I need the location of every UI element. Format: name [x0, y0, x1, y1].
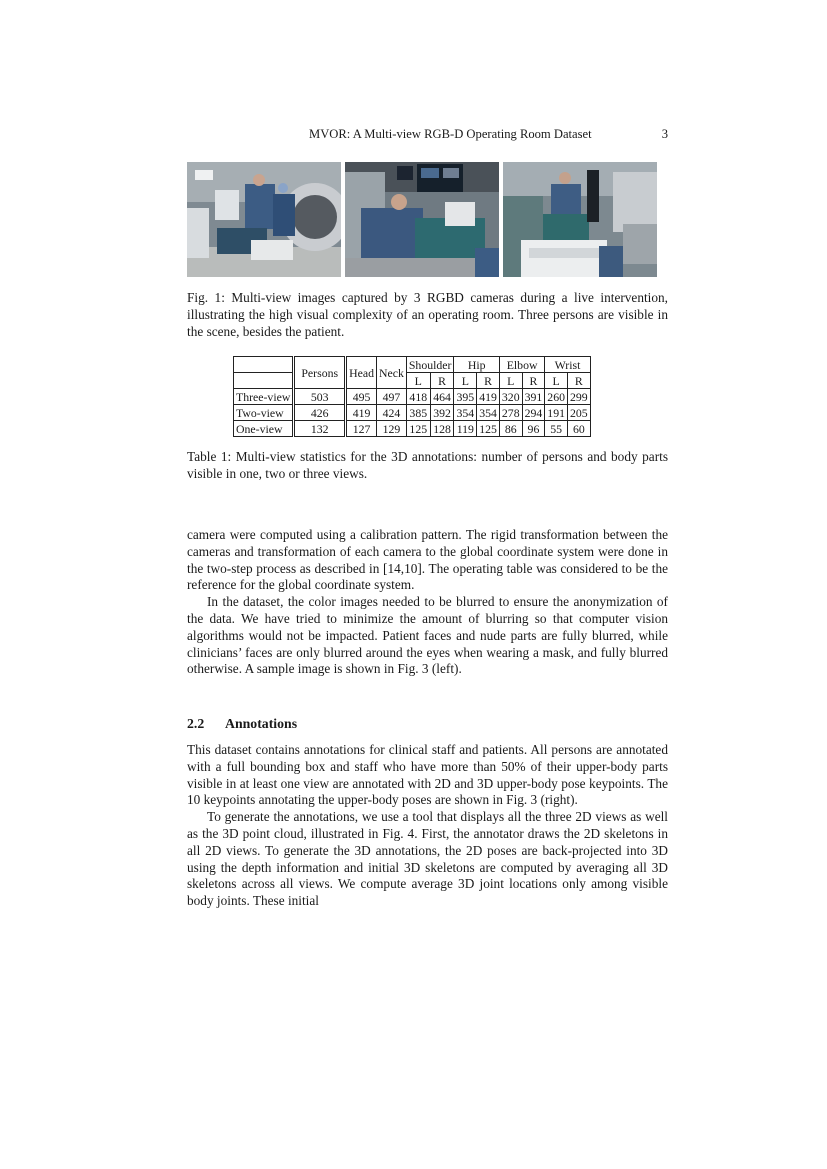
sub-right: R	[430, 373, 454, 389]
body-text-block-1	[187, 527, 668, 678]
table-cell: 391	[522, 389, 545, 405]
table-corner-cell	[234, 373, 294, 389]
cell-persons: 426	[294, 405, 346, 421]
row-label: One-view	[234, 421, 294, 437]
operating-room-view-2	[345, 162, 499, 277]
section-heading	[187, 716, 297, 732]
sub-right: R	[522, 373, 545, 389]
sub-left: L	[499, 373, 522, 389]
table-cell: 294	[522, 405, 545, 421]
table-cell: 320	[499, 389, 522, 405]
table-cell: 125	[406, 421, 430, 437]
sub-left: L	[406, 373, 430, 389]
table-cell: 497	[376, 389, 406, 405]
table-cell: 86	[499, 421, 522, 437]
table-header-row	[234, 357, 591, 373]
row-label: Three-view	[234, 389, 294, 405]
sub-right: R	[477, 373, 500, 389]
table-cell: 419	[477, 389, 500, 405]
table-cell: 354	[454, 405, 477, 421]
page-number: 3	[661, 127, 668, 141]
operating-room-view-1	[187, 162, 341, 277]
running-title: MVOR: A Multi-view RGB-D Operating Room Dataset	[309, 127, 592, 141]
table-row	[234, 421, 591, 437]
cell-persons: 132	[294, 421, 346, 437]
table-cell: 60	[568, 421, 591, 437]
table-cell: 128	[430, 421, 454, 437]
sub-left: L	[545, 373, 568, 389]
sub-left: L	[454, 373, 477, 389]
col-hip: Hip	[454, 357, 499, 373]
col-shoulder: Shoulder	[406, 357, 454, 373]
figure-images	[187, 162, 658, 277]
table-cell: 260	[545, 389, 568, 405]
table-cell: 395	[454, 389, 477, 405]
section-title: Annotations	[225, 716, 298, 731]
body-text-block-2	[187, 742, 668, 910]
paragraph-calibration: camera were computed using a calibration pattern. The rigid transformation between the cameras and transformation of each camera to the global coordinate system were done in the two-step process as described in [14,10]. The operating table was considered to be the reference for the global coordinate system.	[187, 527, 668, 593]
col-head: Head	[346, 357, 377, 389]
table-cell: 55	[545, 421, 568, 437]
col-wrist: Wrist	[545, 357, 590, 373]
table-cell: 125	[477, 421, 500, 437]
figure-caption: Fig. 1: Multi-view images captured by 3 RGBD cameras during a live intervention, illustrating the high visual complexity of an operating room. Three persons are visible in the scene, besides the patient.	[187, 290, 668, 339]
table-cell: 418	[406, 389, 430, 405]
statistics-table	[233, 356, 591, 437]
paragraph-anonymization: In the dataset, the color images needed to be blurred to ensure the anonymization of the data. We have tried to minimize the amount of blurring so that computer vision algorithms would not be impacted. Patient faces and nude parts are fully blurred, while clinicians’ faces are only blurred around the eyes when wearing a mask, and fully blurred otherwise. A sample image is shown in Fig. 3 (left).	[187, 594, 668, 677]
table-cell: 392	[430, 405, 454, 421]
col-persons: Persons	[294, 357, 346, 389]
table-cell: 495	[346, 389, 377, 405]
running-head	[187, 127, 668, 145]
table-cell: 385	[406, 405, 430, 421]
paragraph-annotation-tool: To generate the annotations, we use a tool that displays all the three 2D views as well as the 3D point cloud, illustrated in Fig. 4. First, the annotator draws the 2D skeletons in all 2D views. To generate the 3D annotations, the 2D poses are back-projected into 3D using the depth information and initial 3D skeletons are computed by averaging all 3D skeletons across all views. We compute average 3D joint locations only among visible body joints. These initial	[187, 809, 668, 909]
table-cell: 424	[376, 405, 406, 421]
table-row	[234, 389, 591, 405]
table-cell: 129	[376, 421, 406, 437]
table-cell: 119	[454, 421, 477, 437]
cell-persons: 503	[294, 389, 346, 405]
table-caption: Table 1: Multi-view statistics for the 3D annotations: number of persons and body parts visible in one, two or three views.	[187, 449, 668, 481]
table-row	[234, 405, 591, 421]
table-cell: 464	[430, 389, 454, 405]
table-cell: 96	[522, 421, 545, 437]
table-cell: 354	[477, 405, 500, 421]
section-number: 2.2	[187, 716, 205, 731]
table-corner-cell	[234, 357, 294, 373]
table-cell: 278	[499, 405, 522, 421]
table-subheader-row	[234, 373, 591, 389]
operating-room-view-3	[503, 162, 657, 277]
row-label: Two-view	[234, 405, 294, 421]
col-elbow: Elbow	[499, 357, 544, 373]
table-cell: 419	[346, 405, 377, 421]
sub-right: R	[568, 373, 591, 389]
table-cell: 299	[568, 389, 591, 405]
table-cell: 127	[346, 421, 377, 437]
table-cell: 205	[568, 405, 591, 421]
col-neck: Neck	[376, 357, 406, 389]
table-cell: 191	[545, 405, 568, 421]
paragraph-annotations: This dataset contains annotations for clinical staff and patients. All persons are annotated with a full bounding box and staff who have more than 50% of their upper-body parts visible in at least one view are annotated with 2D and 3D upper-body pose keypoints. The 10 keypoints annotating the upper-body poses are shown in Fig. 3 (right).	[187, 742, 668, 808]
